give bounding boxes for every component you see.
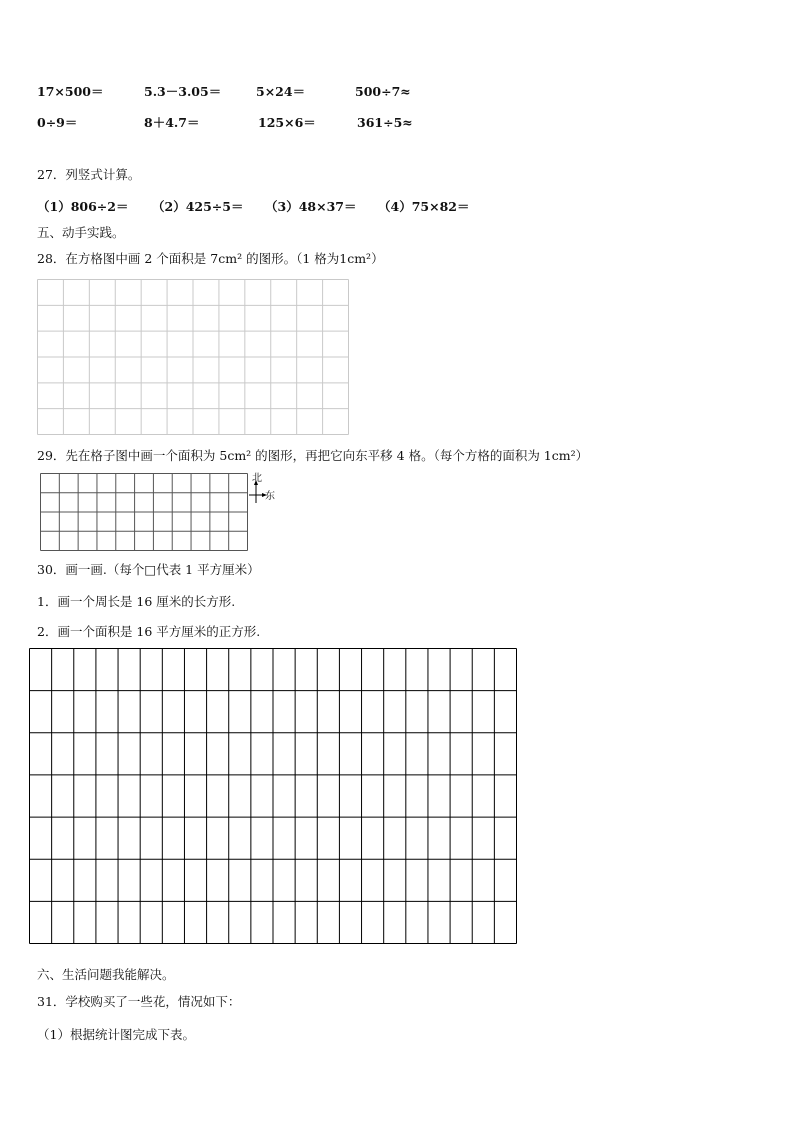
q30-grid[interactable] xyxy=(29,648,517,944)
calc-2-3: 125×6＝ xyxy=(258,115,316,130)
calc-1-2: 5.3－3.05＝ xyxy=(144,84,222,99)
q29-text: 29．先在格子图中画一个面积为 5cm² 的图形，再把它向东平移 4 格。（每个方格的面积为 1cm²） xyxy=(37,448,589,463)
q27-item-1: （1）806÷2＝ xyxy=(37,199,129,214)
section-6-heading: 六、生活问题我能解决。 xyxy=(37,967,175,982)
calc-2-1: 0÷9＝ xyxy=(37,115,78,130)
q29-grid[interactable] xyxy=(40,473,248,551)
calc-2-4: 361÷5≈ xyxy=(357,115,413,130)
q27-item-4: （4）75×82＝ xyxy=(378,199,470,214)
calc-2-2: 8＋4.7＝ xyxy=(144,115,200,130)
q28-grid[interactable] xyxy=(37,279,349,435)
q27-item-3: （3）48×37＝ xyxy=(265,199,357,214)
q31-sub-1: （1）根据统计图完成下表。 xyxy=(37,1027,195,1042)
q30-text: 30．画一画.（每个□代表 1 平方厘米） xyxy=(37,562,260,577)
q27-title: 27．列竖式计算。 xyxy=(37,167,141,182)
q31-text: 31．学校购买了一些花，情况如下： xyxy=(37,994,241,1009)
calc-1-3: 5×24＝ xyxy=(256,84,306,99)
section-5-heading: 五、动手实践。 xyxy=(37,225,125,240)
q28-text: 28．在方格图中画 2 个面积是 7cm² 的图形。（1 格为1cm²） xyxy=(37,251,384,266)
q27-item-2: （2）425÷5＝ xyxy=(152,199,244,214)
compass-east-label: 东 xyxy=(265,491,275,502)
compass-north-label: 北 xyxy=(252,473,262,484)
calc-1-1: 17×500＝ xyxy=(37,84,104,99)
q30-line-1: 1．画一个周长是 16 厘米的长方形. xyxy=(37,594,236,609)
calc-1-4: 500÷7≈ xyxy=(355,84,411,99)
q30-line-2: 2．画一个面积是 16 平方厘米的正方形. xyxy=(37,624,261,639)
